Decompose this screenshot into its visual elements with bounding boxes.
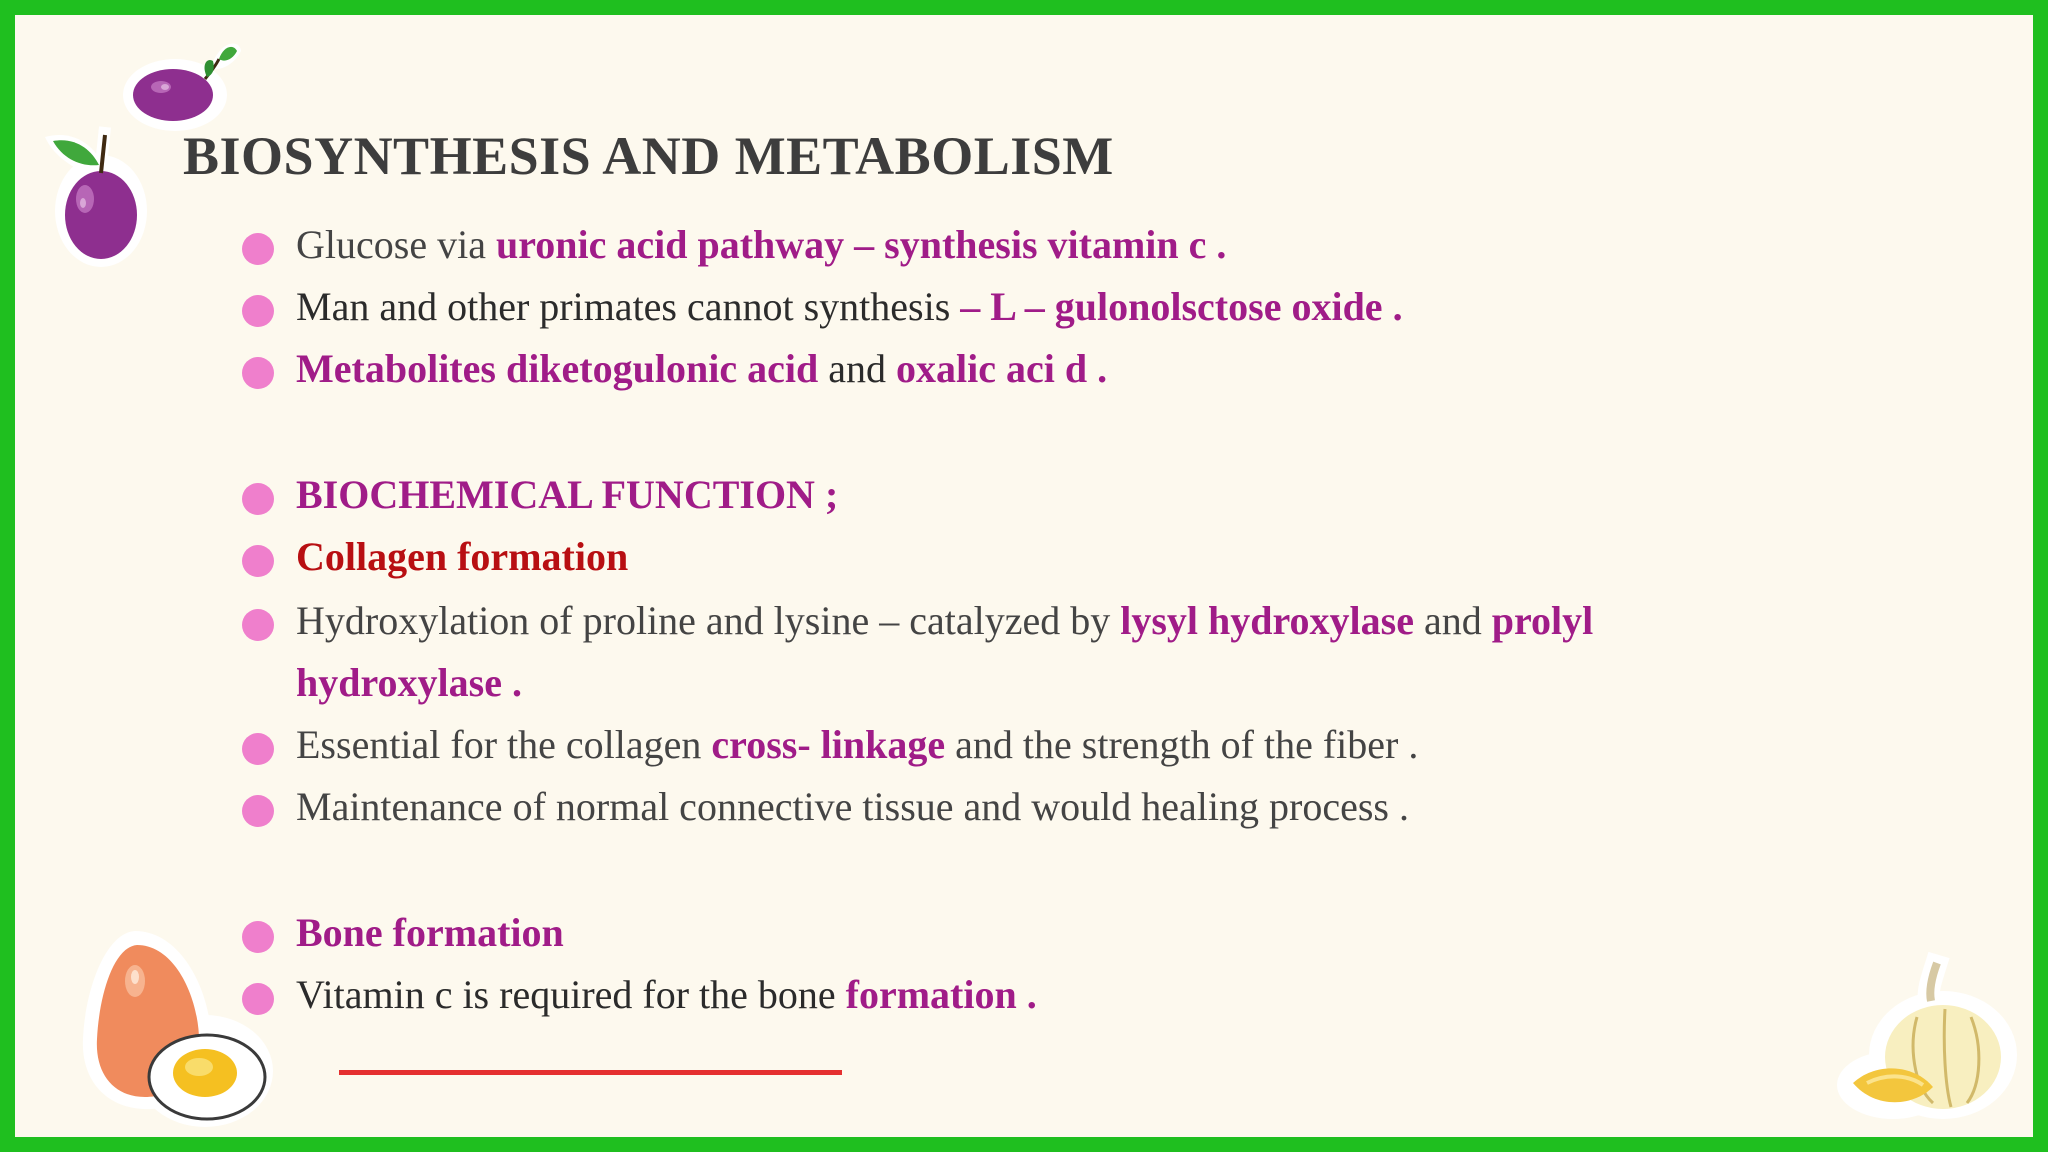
bullet-dot: [242, 233, 274, 265]
bullet-highlight: lysyl hydroxylase: [1120, 598, 1414, 643]
bullet-text: Hydroxylation of proline and lysine – catalyzed by: [296, 598, 1121, 643]
bullet-dot: [242, 795, 274, 827]
bullet-highlight: oxalic aci d .: [895, 346, 1108, 391]
red-underline: [339, 1070, 842, 1075]
section-heading: BIOCHEMICAL FUNCTION ;: [296, 472, 839, 517]
plum-icon: [35, 107, 165, 282]
bullet-dot: [242, 609, 274, 641]
bullet-highlight: prolyl: [1491, 598, 1594, 643]
bullet-text: and: [818, 346, 896, 391]
bullet-highlight: uronic acid pathway – synthesis vitamin c .: [495, 222, 1227, 267]
egg-icon: [65, 911, 275, 1131]
section-heading: Collagen formation: [296, 534, 629, 579]
garlic-icon: [1833, 935, 2023, 1125]
bullet-text: Glucose via: [296, 222, 496, 267]
bullet-dot: [242, 295, 274, 327]
bullet-text: Maintenance of normal connective tissue and would healing process .: [296, 784, 1409, 829]
bullet-text: and: [1413, 598, 1492, 643]
bullet-item: [296, 221, 1226, 269]
bullet-item: [296, 597, 1593, 645]
bullet-highlight: formation .: [845, 972, 1037, 1017]
bullet-dot: [242, 733, 274, 765]
bullet-dot: [242, 545, 274, 577]
bullet-highlight: Metabolites diketogulonic acid: [296, 346, 819, 391]
bullet-item: [296, 971, 1037, 1019]
bullet-text: Man and other primates cannot synthesis: [296, 284, 961, 329]
bullet-text: and the strength of the fiber .: [945, 722, 1419, 767]
bullet-continuation: [296, 659, 522, 707]
slide-title: BIOSYNTHESIS AND METABOLISM: [183, 126, 1114, 186]
bullet-item: [296, 533, 628, 581]
slide: [15, 15, 2033, 1137]
bullet-item: [296, 471, 838, 519]
bullet-dot: [242, 483, 274, 515]
bullet-text: Essential for the collagen: [296, 722, 712, 767]
bullet-text: Vitamin c is required for the bone: [296, 972, 846, 1017]
bullet-highlight: cross- linkage: [711, 722, 946, 767]
bullet-item: [296, 283, 1403, 331]
bullet-item: [296, 909, 564, 957]
bullet-item: [296, 721, 1418, 769]
bullet-highlight: – L – gulonolsctose oxide .: [960, 284, 1403, 329]
bullet-item: [296, 345, 1107, 393]
bullet-dot: [242, 357, 274, 389]
section-heading: Bone formation: [296, 910, 564, 955]
bullet-highlight: hydroxylase .: [296, 660, 522, 705]
bullet-item: [296, 783, 1409, 831]
